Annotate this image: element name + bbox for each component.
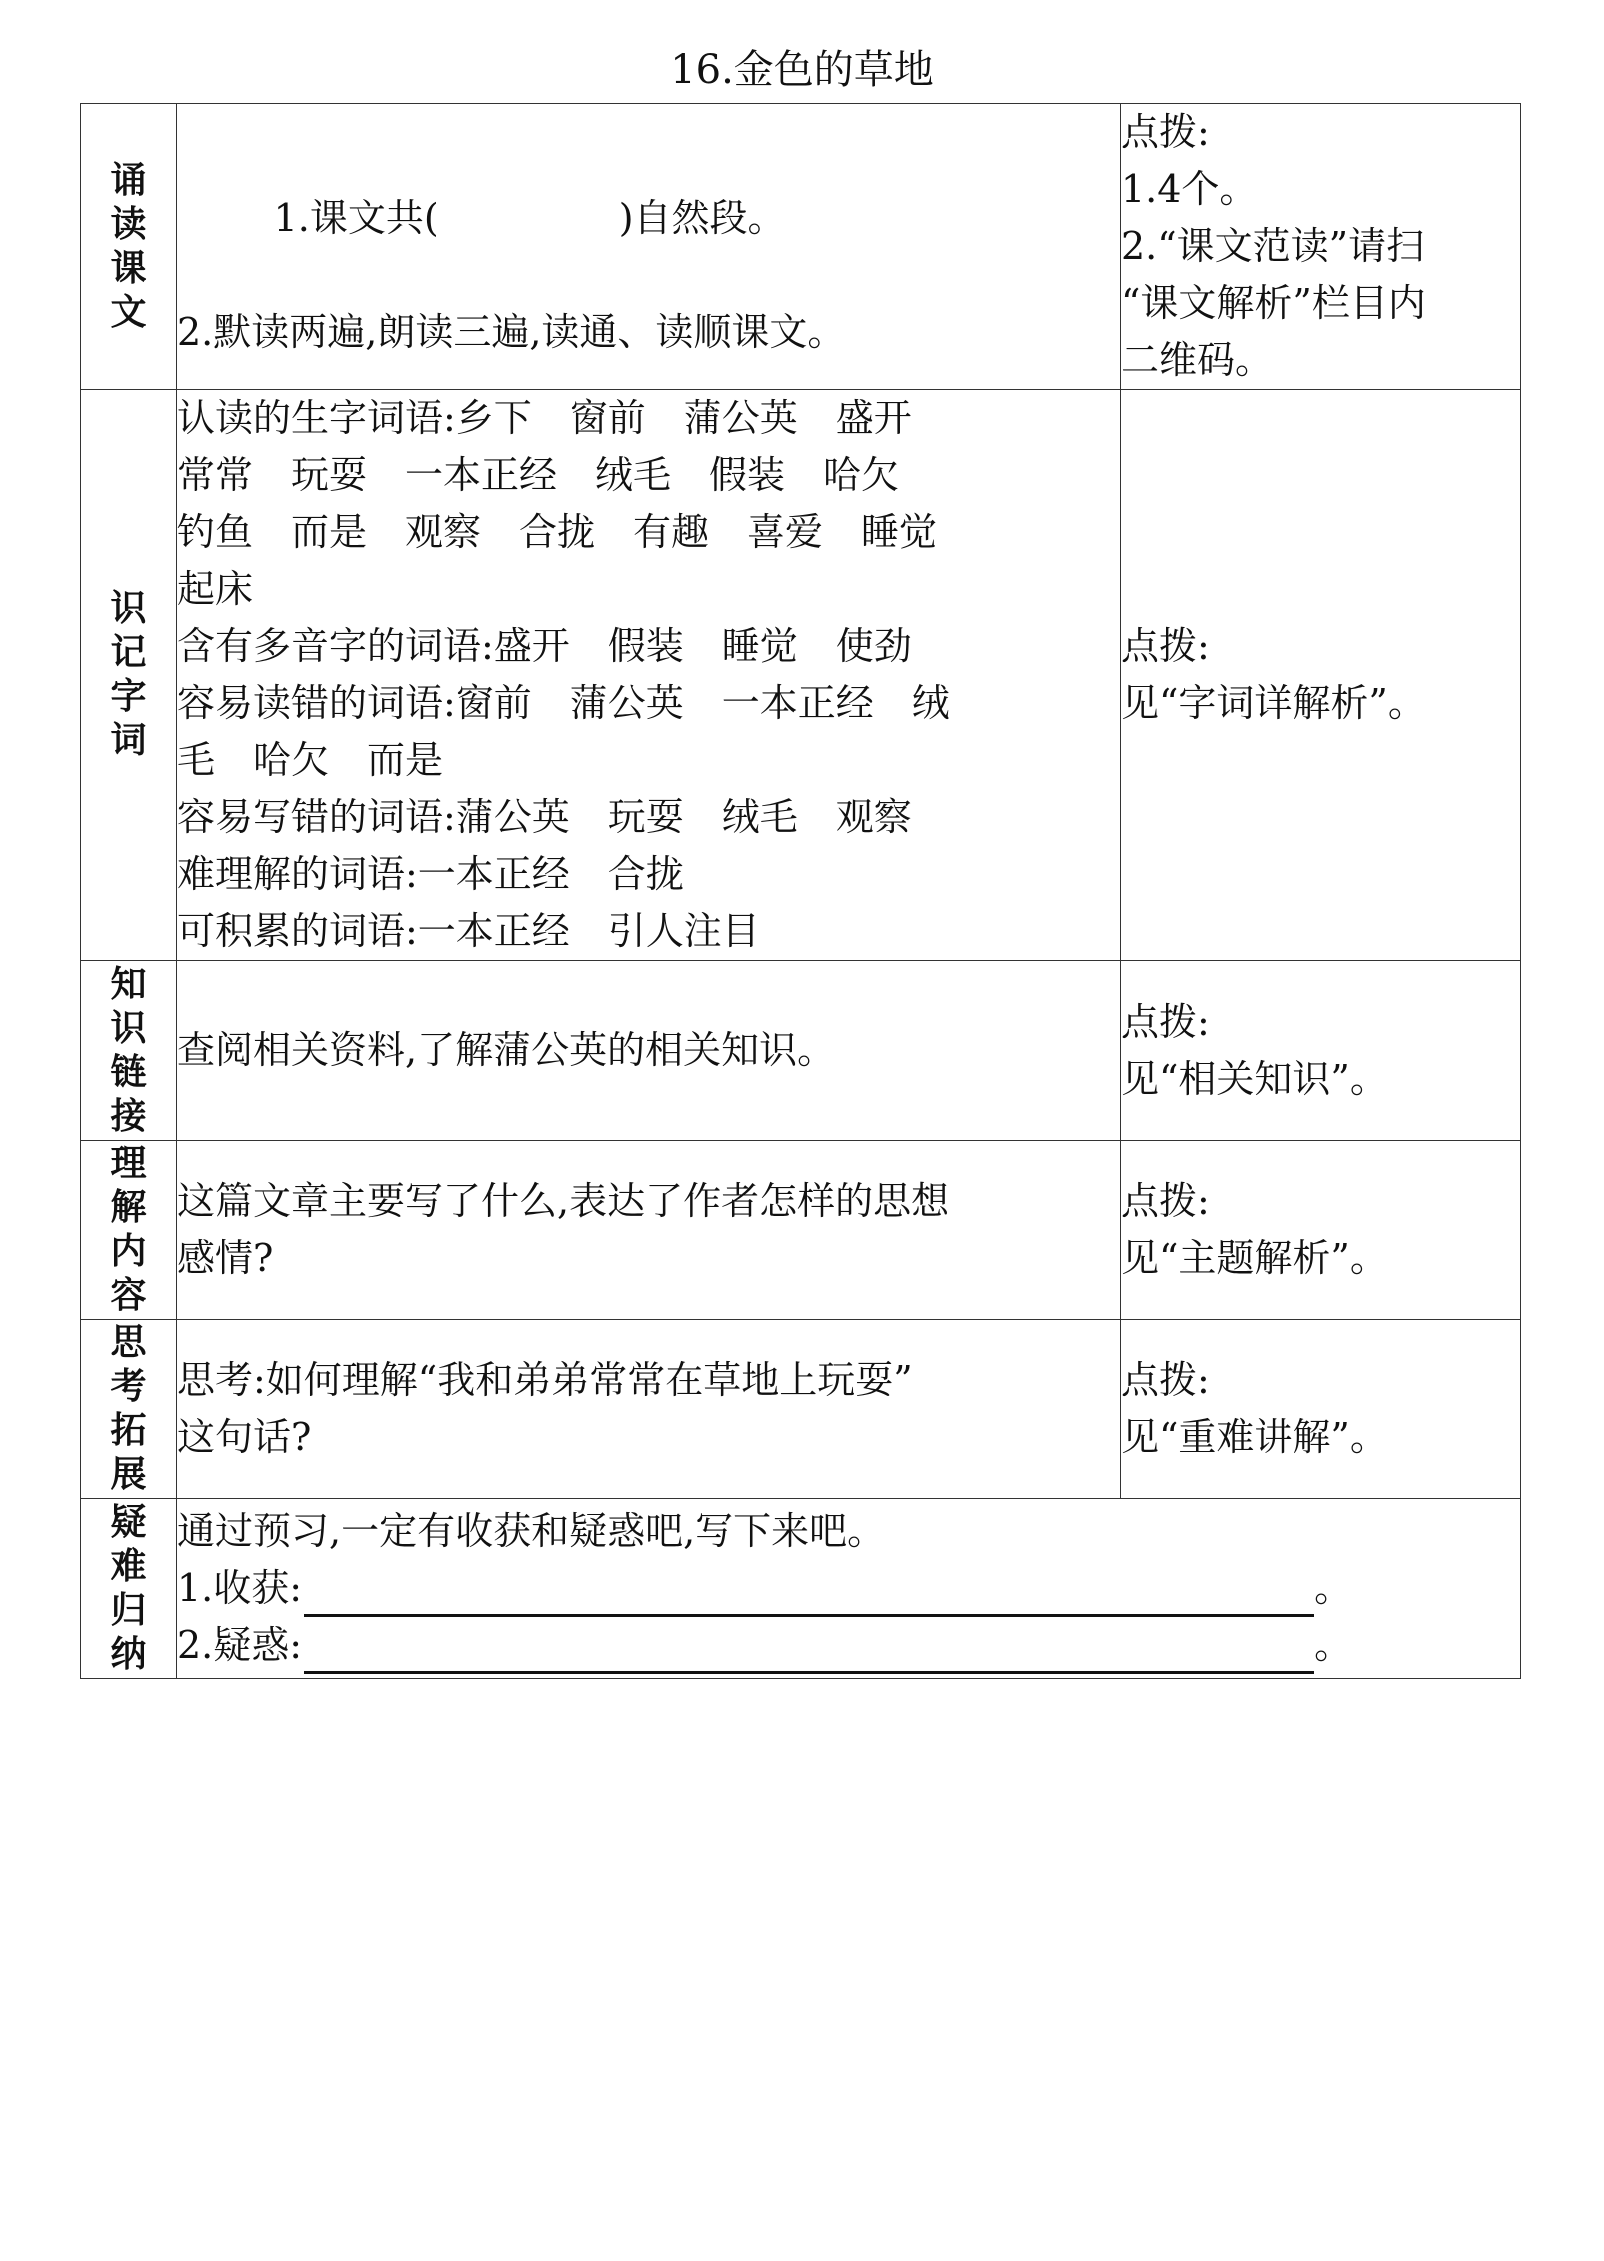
- gain-line: 1.收获: 。: [177, 1560, 1520, 1617]
- gain-input-line[interactable]: [304, 1574, 1314, 1617]
- tip-cell: 点拨: 见“字词详解析”。: [1121, 390, 1521, 961]
- task-line: 2.默读两遍,朗读三遍,读通、读顺课文。: [177, 309, 846, 354]
- section-content: 查阅相关资料,了解蒲公英的相关知识。: [177, 961, 1121, 1141]
- tip-cell: 点拨: 见“相关知识”。: [1121, 961, 1521, 1141]
- page-title: 16.金色的草地: [670, 47, 934, 93]
- section-content: 思考:如何理解“我和弟弟常常在草地上玩耍” 这句话?: [177, 1320, 1121, 1499]
- row-vocabulary: [81, 390, 1521, 961]
- tip-cell: 点拨: 见“重难讲解”。: [1121, 1320, 1521, 1499]
- tip-cell: 点拨: 见“主题解析”。: [1121, 1141, 1521, 1320]
- section-label: 疑难归纳: [81, 1499, 177, 1679]
- section-content: 认读的生字词语:乡下 窗前 蒲公英 盛开 常常 玩耍 一本正经 绒毛 假装 哈欠 钓鱼 而是 观察 合拢 有趣 喜爱 睡觉 起床 含有多音字的词语:盛开 假装 睡觉 使劲 容易读错的词语:窗前 蒲公英 一本正经 绒 毛 哈欠 而是 容易写错的词语:蒲公英 玩耍 绒毛 观察 难理解的词语:一本正经 合拢 可积累的词语:一本正经 引人注目: [177, 390, 1121, 961]
- preview-table: [80, 103, 1521, 1679]
- row-understanding: [81, 1141, 1521, 1320]
- row-summary: [81, 1499, 1521, 1679]
- row-knowledge: [81, 961, 1521, 1141]
- row-recite: [81, 104, 1521, 390]
- section-label: 思考拓展: [81, 1320, 177, 1499]
- paragraph-count-blank[interactable]: [439, 191, 619, 231]
- doubt-line: 2.疑惑: 。: [177, 1617, 1520, 1674]
- section-label: 知识链接: [81, 961, 177, 1141]
- section-content: 这篇文章主要写了什么,表达了作者怎样的思想 感情?: [177, 1141, 1121, 1320]
- section-label: 识记字词: [81, 390, 177, 961]
- tip-cell: 点拨: 1.4个。 2.“课文范读”请扫 “课文解析”栏目内 二维码。: [1121, 104, 1521, 390]
- section-content: 通过预习,一定有收获和疑惑吧,写下来吧。 1.收获: 。 2.疑惑: 。: [177, 1499, 1521, 1679]
- section-label: 诵读课文: [81, 104, 177, 390]
- row-extension: [81, 1320, 1521, 1499]
- doubt-input-line[interactable]: [304, 1631, 1314, 1674]
- task-line: 1.课文共( )自然段。: [177, 133, 1120, 304]
- section-content: [177, 104, 1121, 390]
- section-label: 理解内容: [81, 1141, 177, 1320]
